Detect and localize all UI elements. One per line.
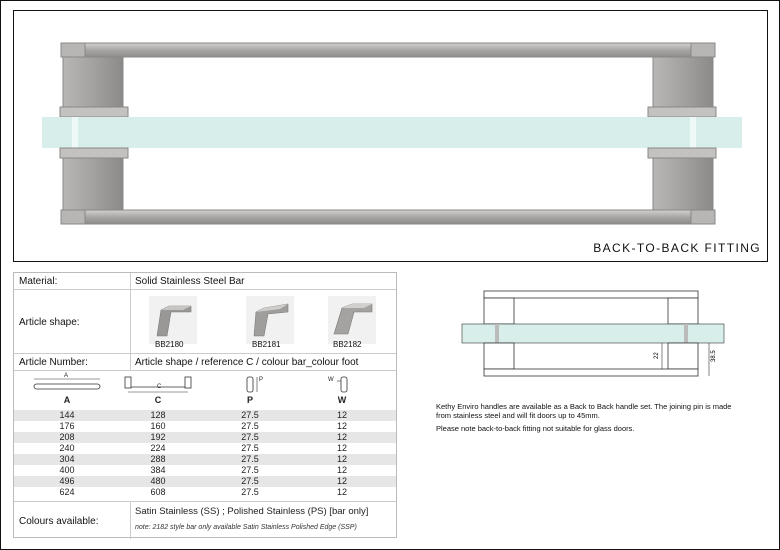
back-to-back-handle-illustration [14,11,768,262]
note-line-1: Kethy Enviro handles are available as a Back to Back handle set. The joining pin is made from stainless steel and will fit doors up to 45mm. [436,402,732,420]
table-cell: 496 [59,476,75,486]
table-cell: 144 [59,410,75,420]
shape-code-2: BB2181 [252,340,281,349]
table-cell: 12 [336,421,348,431]
table-cell: 160 [150,421,166,431]
table-cell: 288 [150,454,166,464]
article-number-row [14,354,396,371]
bar-handle-angled-wide-icon [328,296,376,344]
table-cell: 12 [336,454,348,464]
table-row [14,454,396,465]
table-cell: 624 [59,487,75,497]
column-header-a: A [63,395,71,405]
material-value: Solid Stainless Steel Bar [135,276,245,287]
table-cell: 224 [150,443,166,453]
table-cell: 12 [336,487,348,497]
table-cell: 27.5 [241,421,259,431]
colours-label: Colours available: [19,516,99,527]
dimension-header [14,371,396,409]
dimension-a-tag: A [64,373,69,379]
article-shape-row [14,290,396,354]
column-header-p: P [246,395,254,405]
bottom-handle-bar [61,210,715,224]
table-cell: 12 [336,443,348,453]
table-cell: 128 [150,410,166,420]
bar-handle-straight-icon [149,296,197,344]
colours-value: Satin Stainless (SS) ; Polished Stainless (PS) [bar only] [135,506,369,517]
table-row [14,421,396,432]
back-to-back-section-diagram [456,287,728,383]
table-cell: 176 [59,421,75,431]
material-label: Material: [19,276,58,287]
dimension-outer-label: 38.5 [711,350,717,362]
table-cell: 12 [336,410,348,420]
glass-panel [42,117,742,148]
table-cell: 27.5 [241,476,259,486]
dimension-inner-label: 22 [654,352,660,359]
column-header-w: W [337,395,347,405]
article-number-label: Article Number: [19,357,88,368]
table-cell: 12 [336,465,348,475]
photo-caption: BACK-TO-BACK FITTING [593,241,761,255]
fitting-notes [436,402,746,437]
dimension-w-icon [332,375,356,395]
table-row [14,476,396,487]
bottom-left-foot [63,158,123,210]
bar-handle-angled-icon [246,296,294,344]
shape-code-3: BB2182 [333,340,362,349]
dimension-w-tag: W [328,377,334,383]
table-cell: 192 [150,432,166,442]
table-row [14,443,396,454]
table-row [14,465,396,476]
top-left-foot [63,57,123,109]
dimension-c-tag: C [157,384,162,390]
table-cell: 608 [150,487,166,497]
bottom-right-foot [653,158,713,210]
table-cell: 12 [336,476,348,486]
colours-note: note: 2182 style bar only available Satin Stainless Polished Edge (SSP) [135,524,357,531]
table-row [14,410,396,421]
colours-row [14,501,396,539]
table-divider [130,502,131,539]
top-right-foot [653,57,713,109]
top-handle-bar [61,43,715,57]
table-cell: 208 [59,432,75,442]
table-cell: 27.5 [241,432,259,442]
product-photo-frame [13,10,768,262]
table-cell: 240 [59,443,75,453]
table-cell: 304 [59,454,75,464]
table-cell: 27.5 [241,443,259,453]
table-cell: 27.5 [241,465,259,475]
table-row [14,432,396,443]
column-header-c: C [154,395,162,405]
table-cell: 27.5 [241,410,259,420]
table-cell: 12 [336,432,348,442]
spec-table [13,272,397,538]
table-cell: 27.5 [241,454,259,464]
table-row [14,487,396,498]
material-row [14,273,396,290]
dimension-p-tag: P [259,377,264,383]
table-cell: 27.5 [241,487,259,497]
table-cell: 400 [59,465,75,475]
shape-code-1: BB2180 [155,340,184,349]
table-cell: 480 [150,476,166,486]
table-cell: 384 [150,465,166,475]
article-number-value: Article shape / reference C / colour bar_colour foot [135,357,359,368]
note-line-2: Please note back-to-back fitting not suitable for glass doors. [436,424,635,433]
article-shape-label: Article shape: [19,317,80,328]
